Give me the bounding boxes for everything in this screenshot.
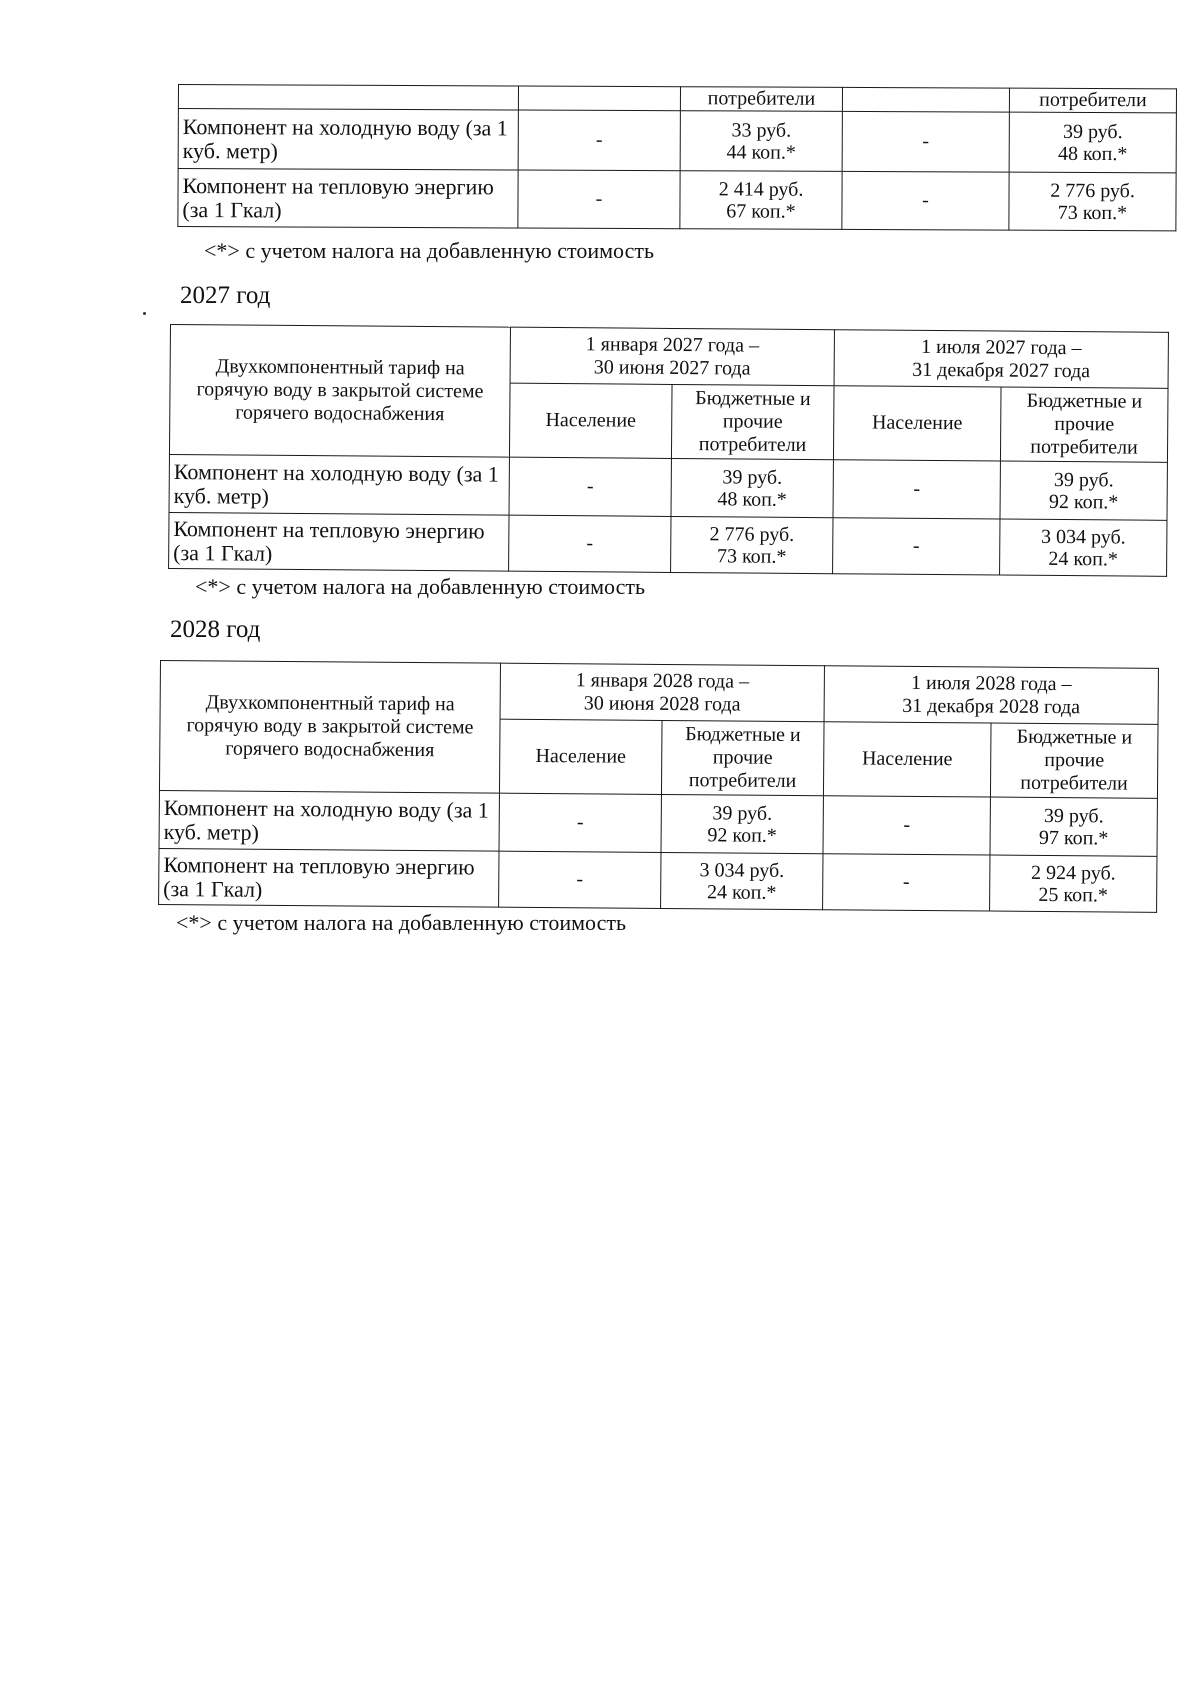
tariff-table-2028: [158, 660, 1159, 913]
budget-header: Бюджетные и прочие потребители: [671, 384, 834, 459]
table-cell: 3 034 руб. 24 коп.*: [1000, 519, 1167, 576]
table-cell: -: [833, 518, 1000, 575]
footnote: <*> с учетом налога на добавленную стоимость: [176, 910, 626, 935]
table-header-row: [160, 661, 1158, 725]
budget-header: Бюджетные и прочие потребители: [1000, 387, 1168, 462]
year-heading: 2028 год: [170, 616, 261, 643]
table-row: [169, 512, 1167, 576]
table-cell: 39 руб. 48 коп.*: [671, 458, 833, 517]
tariff-table-continued: [177, 84, 1177, 231]
header-cell: [178, 85, 518, 110]
row-label: Компонент на холодную воду (за 1 куб. метр): [159, 790, 499, 851]
table-cell: -: [823, 796, 990, 855]
table-cell: -: [833, 460, 1000, 519]
population-header: Население: [509, 383, 672, 458]
header-cell: потребители: [680, 87, 842, 112]
period-header: 1 января 2027 года – 30 июня 2027 года: [510, 327, 834, 386]
population-header: Население: [499, 719, 662, 794]
year-heading: 2027 год: [180, 282, 271, 309]
table-cell: 39 руб. 48 коп.*: [1009, 112, 1176, 173]
table-header-row: [170, 325, 1168, 389]
row-label: Компонент на тепловую энергию (за 1 Гкал): [178, 169, 518, 228]
period-header: 1 января 2028 года – 30 июня 2028 года: [500, 663, 824, 722]
row-label: Компонент на тепловую энергию (за 1 Гкал): [159, 848, 499, 907]
population-header: Население: [833, 386, 1001, 461]
table-row: [159, 790, 1157, 856]
tariff-label: Двухкомпонентный тариф на горячую воду в закрытой системе горячего водоснабжения: [169, 325, 510, 458]
table-row: [178, 169, 1176, 231]
table-row: [178, 109, 1176, 173]
table-cell: -: [518, 110, 680, 171]
table-row: [169, 454, 1167, 520]
footnote: <*> с учетом налога на добавленную стоимость: [195, 574, 645, 599]
population-header: Население: [823, 722, 991, 797]
table-cell: -: [499, 851, 661, 908]
table-cell: -: [509, 515, 671, 572]
tariff-table-2027: [168, 324, 1169, 577]
table-cell: -: [842, 171, 1009, 230]
table-cell: 2 414 руб. 67 коп.*: [680, 171, 842, 230]
footnote: <*> с учетом налога на добавленную стоимость: [204, 238, 654, 263]
table-cell: -: [518, 170, 680, 229]
table-cell: 39 руб. 92 коп.*: [1000, 461, 1167, 520]
tariff-label: Двухкомпонентный тариф на горячую воду в закрытой системе горячего водоснабжения: [159, 661, 500, 794]
period-header: 1 июля 2028 года – 31 декабря 2028 года: [824, 666, 1158, 725]
table-row: [159, 848, 1157, 912]
table-cell: 2 776 руб. 73 коп.*: [671, 516, 833, 573]
table-cell: -: [499, 793, 661, 852]
table-cell: -: [823, 854, 990, 911]
header-cell: [842, 87, 1009, 112]
row-label: Компонент на холодную воду (за 1 куб. метр): [178, 109, 518, 170]
table-cell: 39 руб. 92 коп.*: [661, 794, 823, 853]
header-cell: потребители: [1009, 88, 1176, 113]
budget-header: Бюджетные и прочие потребители: [990, 723, 1158, 798]
scan-speck: [143, 312, 146, 315]
table-cell: 39 руб. 97 коп.*: [990, 797, 1157, 856]
table-cell: 2 924 руб. 25 коп.*: [990, 855, 1157, 912]
row-label: Компонент на тепловую энергию (за 1 Гкал): [169, 512, 509, 571]
table-cell: 3 034 руб. 24 коп.*: [661, 852, 823, 909]
budget-header: Бюджетные и прочие потребители: [661, 720, 824, 795]
table-cell: -: [842, 111, 1009, 172]
period-header: 1 июля 2027 года – 31 декабря 2027 года: [834, 330, 1168, 389]
table-cell: -: [509, 457, 671, 516]
row-label: Компонент на холодную воду (за 1 куб. метр): [169, 454, 509, 515]
header-cell: [518, 86, 680, 111]
table-cell: 2 776 руб. 73 коп.*: [1009, 172, 1176, 231]
table-cell: 33 руб. 44 коп.*: [680, 111, 842, 172]
